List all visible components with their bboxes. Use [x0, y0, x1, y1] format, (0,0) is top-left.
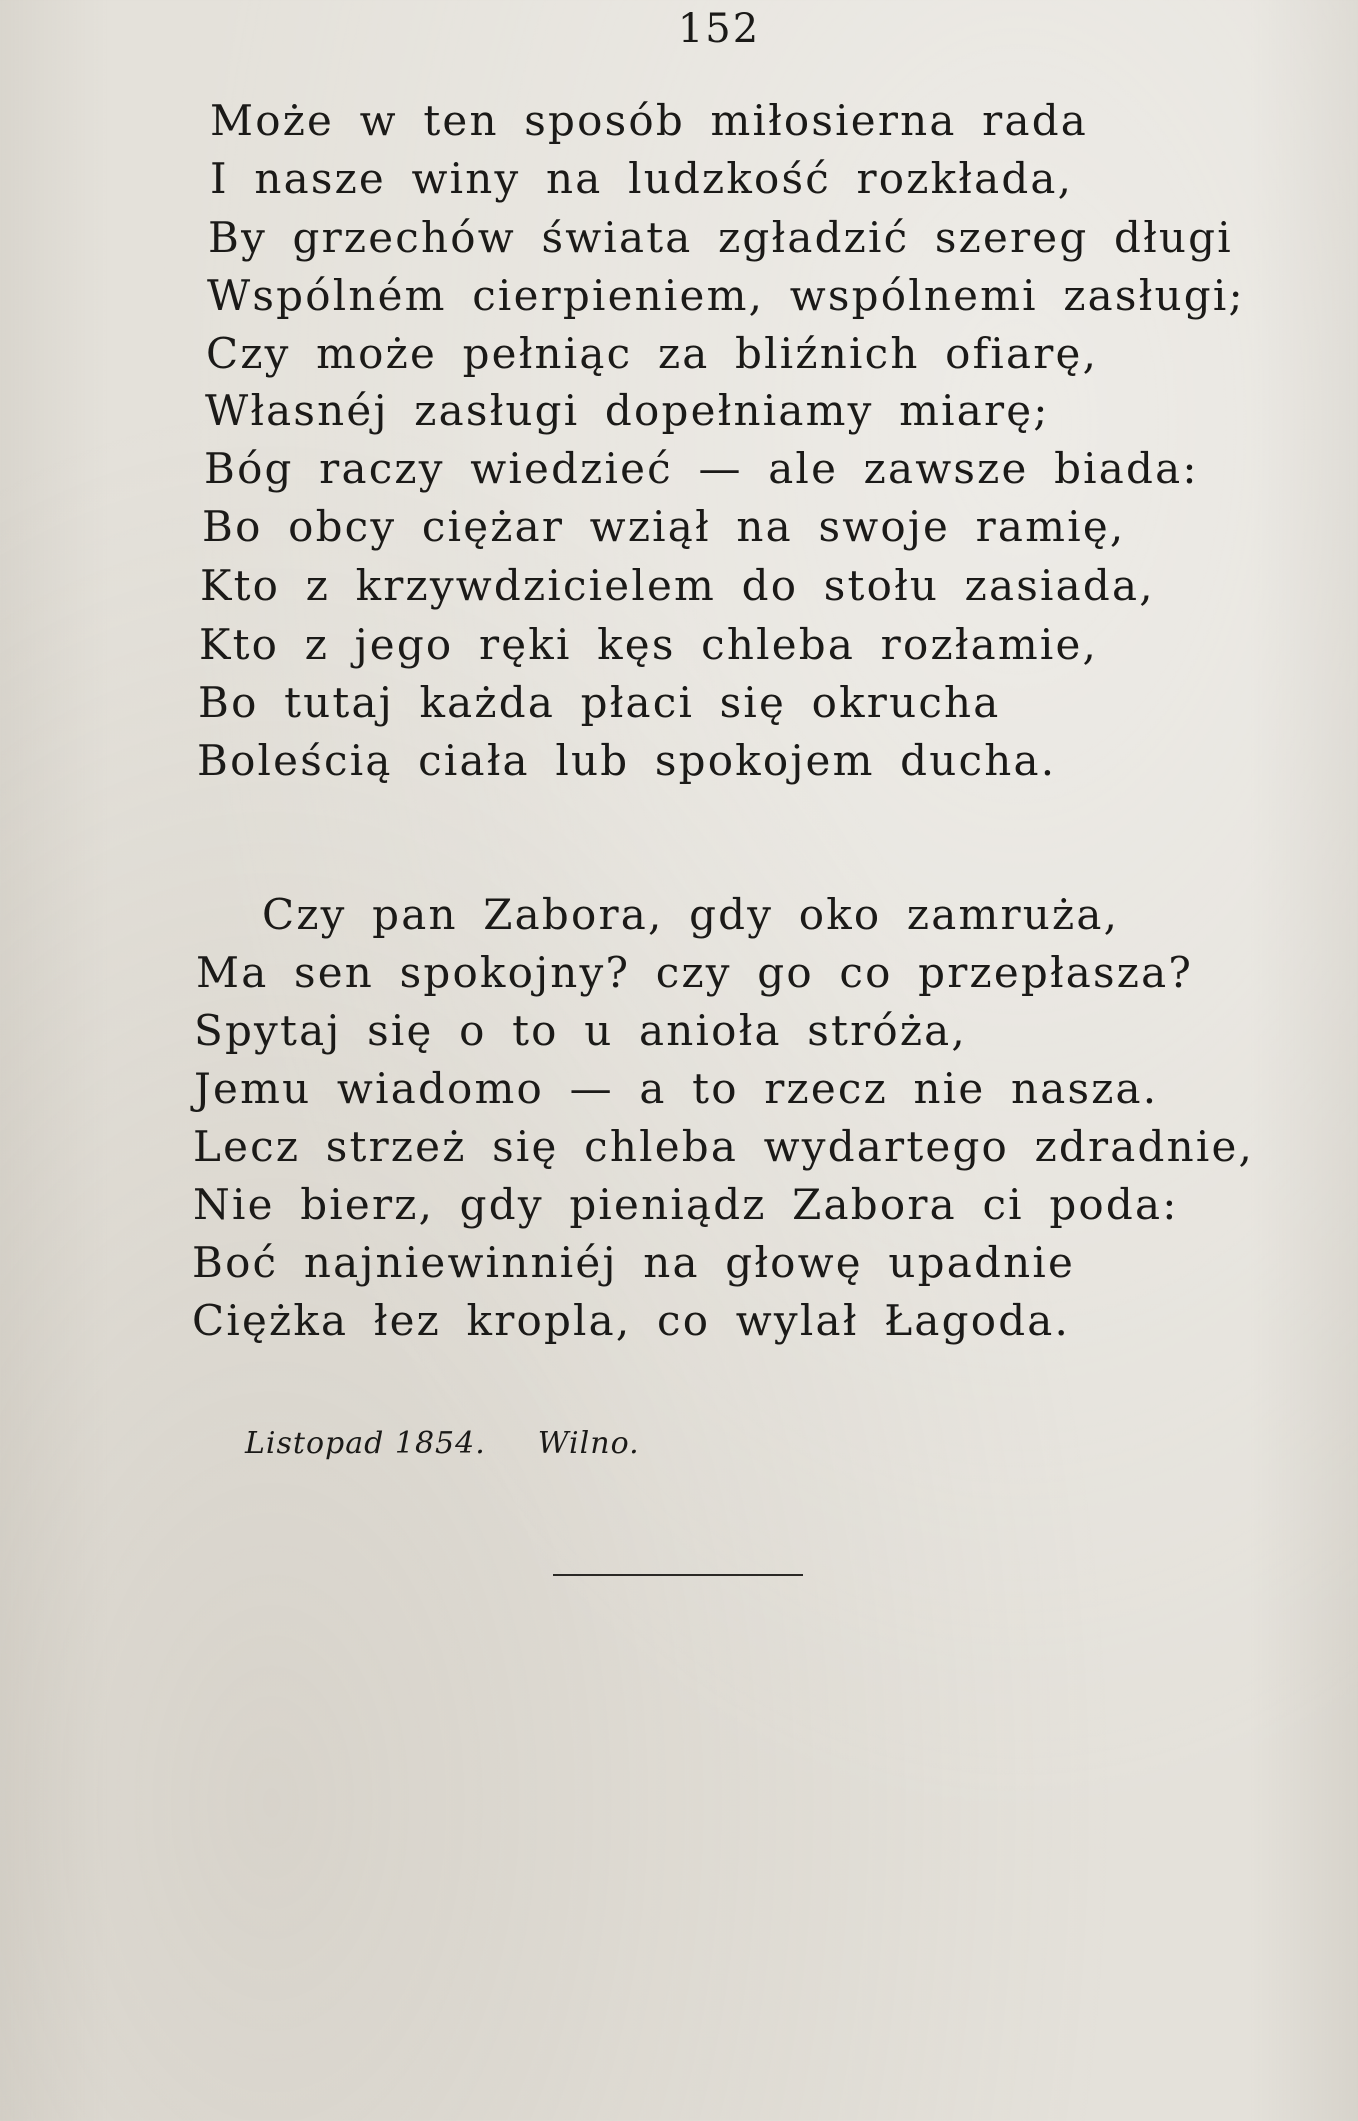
verse-line: Może w ten sposób miłosierna rada — [210, 96, 1089, 145]
verse-line: Spytaj się o to u anioła stróża, — [194, 1006, 967, 1055]
verse-line: Kto z jego ręki kęs chleba rozłamie, — [199, 620, 1099, 669]
verse-line: Czy może pełniąc za bliźnich ofiarę, — [206, 329, 1099, 378]
verse-line: I nasze winy na ludzkość rozkłada, — [210, 154, 1074, 203]
verse-line: Boć najniewinniéj na głowę upadnie — [192, 1238, 1076, 1287]
verse-line: By grzechów świata zgładzić szereg długi — [208, 213, 1233, 262]
verse-line: Czy pan Zabora, gdy oko zamruża, — [262, 890, 1120, 939]
verse-line: Kto z krzywdzicielem do stołu zasiada, — [200, 561, 1155, 610]
verse-line: Wspólném cierpieniem, wspólnemi zasługi; — [207, 271, 1245, 320]
verse-line: Ciężka łez kropla, co wylał Łagoda. — [192, 1296, 1071, 1345]
verse-line: Lecz strzeż się chleba wydartego zdradnie, — [193, 1122, 1255, 1171]
signature-place: Wilno. — [537, 1426, 640, 1461]
verse-line: Własnéj zasługi dopełniamy miarę; — [205, 386, 1050, 435]
end-rule — [553, 1574, 803, 1576]
date-place-signature — [245, 1426, 640, 1461]
verse-line: Boleścią ciała lub spokojem ducha. — [197, 736, 1057, 785]
signature-date: Listopad 1854. — [245, 1426, 486, 1461]
verse-line: Bo obcy ciężar wziął na swoje ramię, — [202, 502, 1126, 551]
verse-line: Jemu wiadomo — a to rzecz nie nasza. — [194, 1064, 1159, 1113]
page-number: 152 — [677, 6, 761, 52]
verse-line: Ma sen spokojny? czy go co przepłasza? — [196, 948, 1194, 997]
verse-line: Bóg raczy wiedzieć — ale zawsze biada: — [204, 444, 1199, 493]
verse-line: Bo tutaj każda płaci się okrucha — [198, 678, 1001, 727]
verse-line: Nie bierz, gdy pieniądz Zabora ci poda: — [193, 1180, 1179, 1229]
